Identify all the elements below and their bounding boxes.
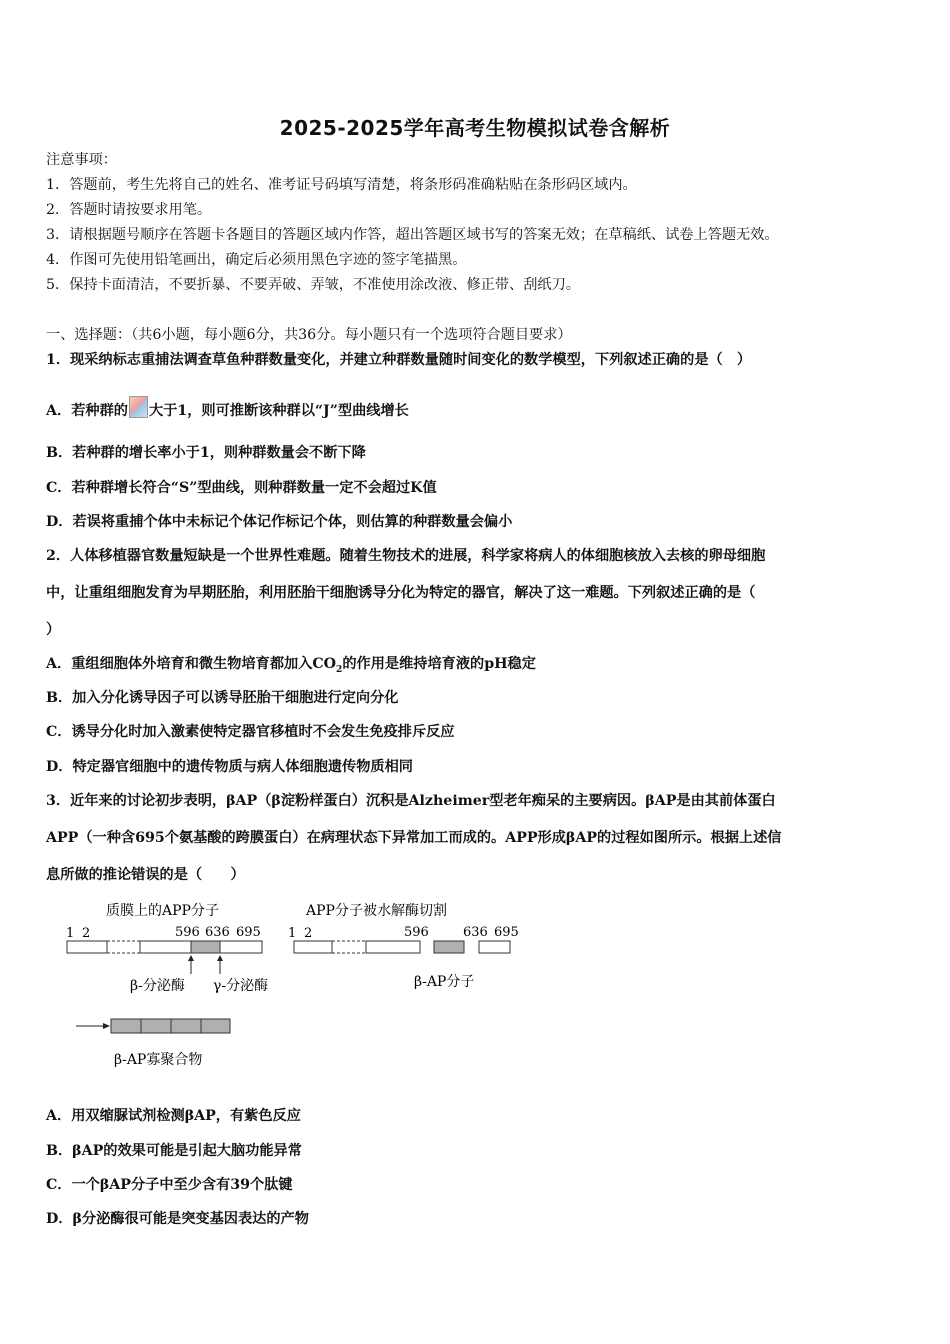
oligomer-unit <box>201 1019 230 1033</box>
q1-stem: 1．现采纳标志重捕法调查草鱼种群数量变化，并建立种群数量随时间变化的数学模型，下列叙述正确的是（ ） <box>46 352 752 368</box>
residue-label-1-cut: 1 <box>288 926 297 941</box>
residue-label-636-cut: 636 <box>463 925 488 940</box>
residue-label-596: 596 <box>175 925 200 940</box>
q1-option-a-post: 大于1，则可推断该种群以“J”型曲线增长 <box>148 403 409 419</box>
q2-stem-line2: 中，让重组细胞发育为早期胚胎，利用胚胎干细胞诱导分化为特定的器官，解决了这一难题。下列叙述正确的是（ <box>46 585 756 601</box>
figure-label-right: APP分子被水解酶切割 <box>306 903 447 919</box>
note-item: 1．答题前，考生先将自己的姓名、准考证号码填写清楚，将条形码准确粘贴在条形码区域内。 <box>46 177 637 193</box>
q3-option-d: D．β分泌酶很可能是突变基因表达的产物 <box>46 1211 309 1227</box>
app-segment-right <box>220 941 262 953</box>
q2-option-a-pre: A．重组细胞体外培育和微生物培育都加入CO <box>46 656 337 672</box>
residue-label-695: 695 <box>236 925 261 940</box>
q3-option-a: A．用双缩脲试剂检测βAP，有紫色反应 <box>46 1108 301 1124</box>
q1-option-d: D．若误将重捕个体中未标记个体记作标记个体，则估算的种群数量会偏小 <box>46 514 513 530</box>
q2-option-a-subscript: 2 <box>336 664 343 675</box>
cut-segment-right <box>479 941 510 953</box>
q1-option-a-pre: A．若种群的 <box>46 403 128 419</box>
q2-option-a <box>46 654 536 680</box>
oligomer-arrowhead <box>103 1023 110 1029</box>
page-title: 2025-2025学年高考生物模拟试卷含解析 <box>279 116 671 140</box>
q2-option-a-post: 的作用是维持培育液的pH稳定 <box>342 656 536 672</box>
note-item: 4．作图可先使用铅笔画出，确定后必须用黑色字迹的签字笔描黑。 <box>46 252 467 268</box>
oligomer-label: β-AP寡聚合物 <box>114 1052 203 1068</box>
figure-label-left: 质膜上的APP分子 <box>106 903 219 919</box>
beta-secretase-label: β-分泌酶 <box>130 978 185 994</box>
q2-option-b: B．加入分化诱导因子可以诱导胚胎干细胞进行定向分化 <box>46 690 399 706</box>
q2-option-c: C．诱导分化时加入激素使特定器官移植时不会发生免疫排斥反应 <box>46 724 455 740</box>
oligomer-unit <box>141 1019 171 1033</box>
q3-option-b: B．βAP的效果可能是引起大脑功能异常 <box>46 1143 302 1159</box>
q2-stem-line3: ） <box>46 622 61 638</box>
residue-label-2-cut: 2 <box>304 926 313 941</box>
q2-stem-line1: 2．人体移植器官数量短缺是一个世界性难题。随着生物技术的进展，科学家将病人的体细胞核放入去核的卵母细胞 <box>46 548 766 564</box>
residue-label-2: 2 <box>82 926 91 941</box>
oligomer-unit <box>111 1019 141 1033</box>
q1-option-b: B．若种群的增长率小于1，则种群数量会不断下降 <box>46 445 366 461</box>
residue-label-695-cut: 695 <box>494 925 519 940</box>
residue-label-636: 636 <box>205 925 230 940</box>
note-item: 5．保持卡面清洁，不要折暴、不要弄破、弄皱，不准使用涂改液、修正带、刮纸刀。 <box>46 277 580 293</box>
q3-stem-line3: 息所做的推论错误的是（ ） <box>46 867 245 883</box>
q3-stem-line2: APP（一种含695个氨基酸的跨膜蛋白）在病理状态下异常加工而成的。APP形成βAP的过程如图所示。根据上述信 <box>46 830 782 846</box>
notes-heading: 注意事项： <box>46 152 117 168</box>
beta-ap-region <box>191 941 220 953</box>
q2-option-d: D．特定器官细胞中的遗传物质与病人体细胞遗传物质相同 <box>46 759 413 775</box>
beta-cut-arrowhead <box>188 955 194 961</box>
q1-option-a <box>46 396 409 421</box>
note-item: 3．请根据题号顺序在答题卡各题目的答题区域内作答，超出答题区域书写的答案无效；在草稿纸、试卷上答题无效。 <box>46 227 779 243</box>
q3-option-c: C．一个βAP分子中至少含有39个肽键 <box>46 1177 293 1193</box>
formula-image-icon <box>129 396 148 418</box>
app-segment-mid <box>140 941 191 953</box>
note-item: 2．答题时请按要求用笔。 <box>46 202 212 218</box>
beta-ap-molecule-label: β-AP分子 <box>414 974 475 990</box>
residue-label-596-cut: 596 <box>404 925 429 940</box>
cut-segment-mid <box>366 941 420 953</box>
q1-option-c: C．若种群增长符合“S”型曲线，则种群数量一定不会超过K值 <box>46 480 437 496</box>
app-processing-figure <box>60 895 540 1080</box>
q3-stem-line1: 3．近年来的讨论初步表明，βAP（β淀粉样蛋白）沉积是Alzheimer型老年痴呆的主要病因。βAP是由其前体蛋白 <box>46 793 776 809</box>
residue-label-1: 1 <box>66 926 75 941</box>
gamma-cut-arrowhead <box>217 955 223 961</box>
cut-segment-left <box>294 941 332 953</box>
app-segment-left <box>67 941 107 953</box>
section-heading: 一、选择题：（共6小题，每小题6分，共36分。每小题只有一个选项符合题目要求） <box>46 327 572 343</box>
oligomer-unit <box>171 1019 201 1033</box>
beta-ap-fragment <box>434 941 464 953</box>
gamma-secretase-label: γ-分泌酶 <box>213 978 269 994</box>
